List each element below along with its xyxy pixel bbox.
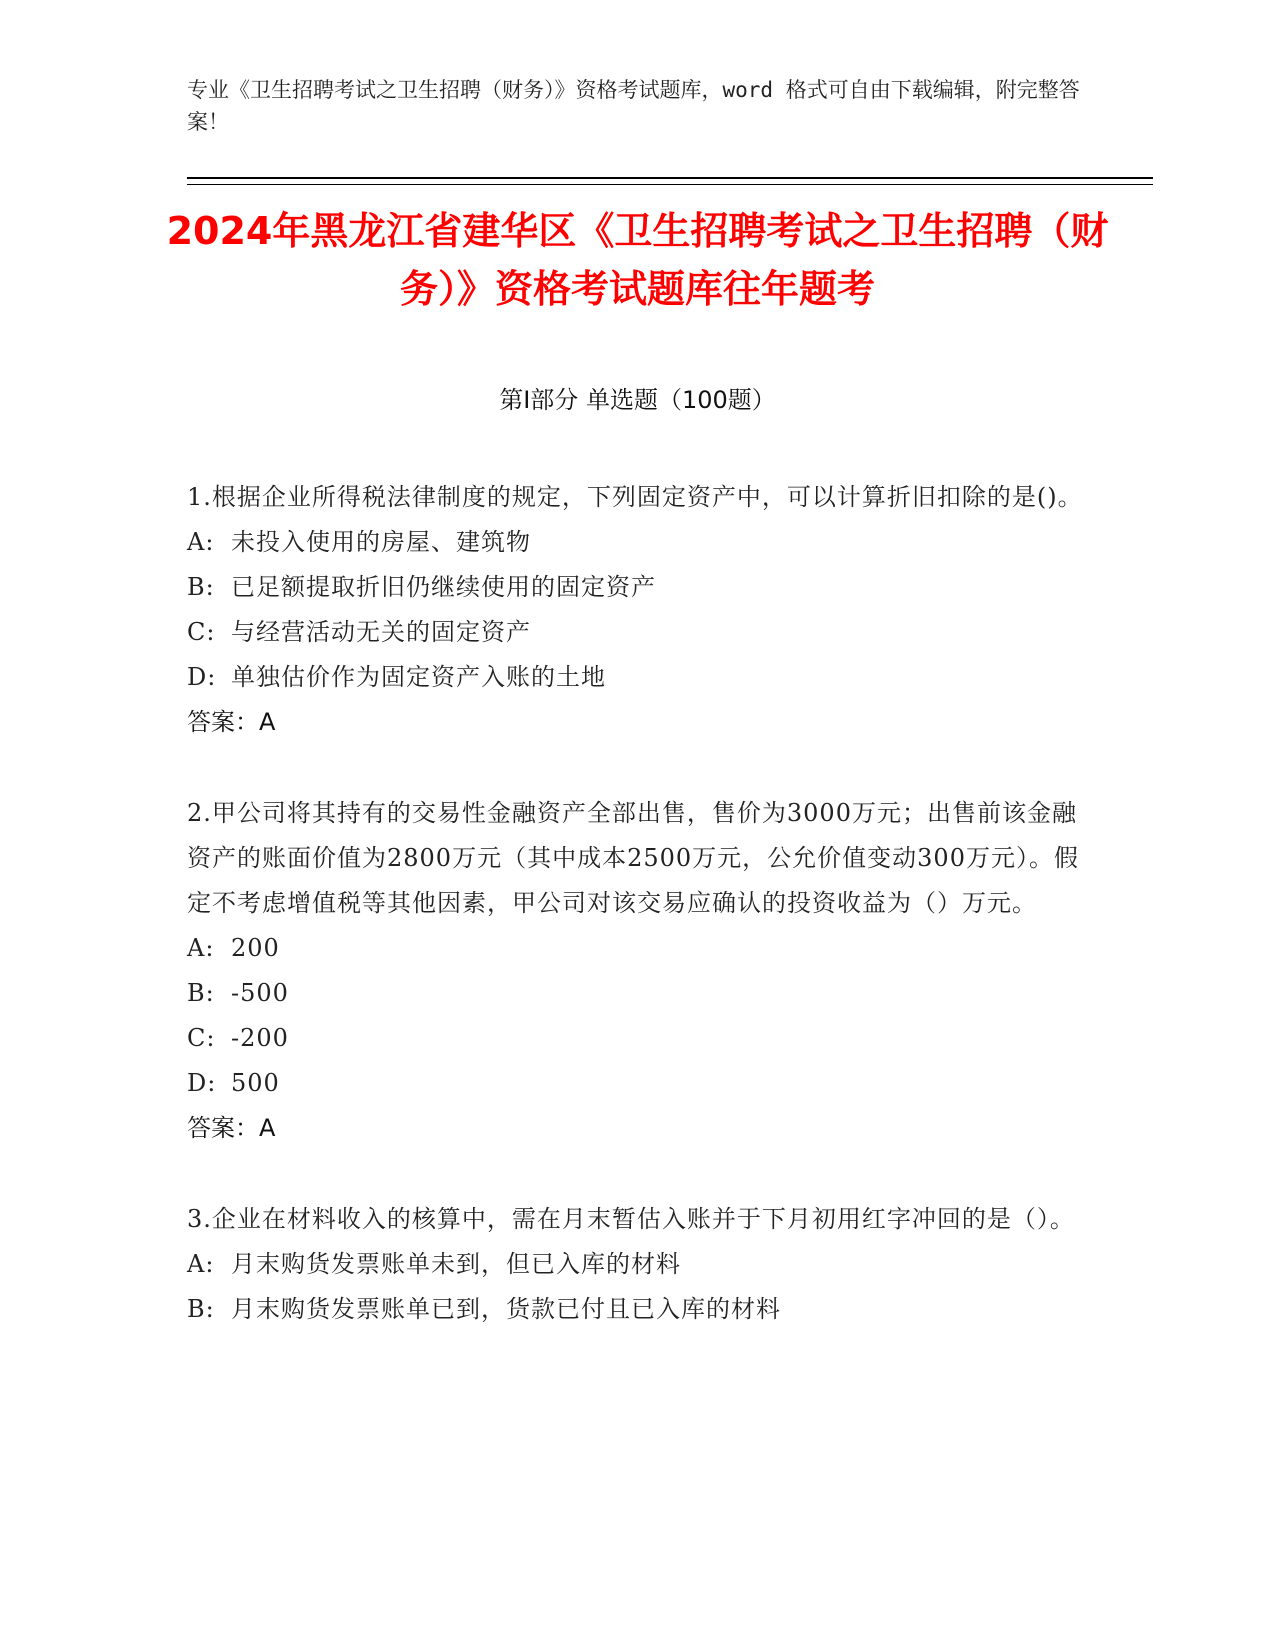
answer-line: 答案：A bbox=[187, 708, 276, 736]
question-list bbox=[187, 475, 1087, 1378]
option-b bbox=[187, 971, 1087, 1016]
header-rule-thick bbox=[187, 177, 1153, 179]
section-heading: 第Ⅰ部分 单选题（100题） bbox=[499, 386, 776, 414]
option-text: 200 bbox=[231, 934, 280, 962]
document-title: 2024年黑龙江省建华区《卫生招聘考试之卫生招聘（财务）》资格考试题库往年题考 bbox=[166, 209, 1109, 311]
question-3 bbox=[187, 1197, 1087, 1332]
option-letter: B: bbox=[187, 979, 215, 1007]
option-letter: A: bbox=[187, 528, 215, 556]
header-rule-thin bbox=[187, 184, 1153, 185]
option-text: 月末购货发票账单已到，货款已付且已入库的材料 bbox=[231, 1295, 781, 1323]
option-c bbox=[187, 1016, 1087, 1061]
option-text: 单独估价作为固定资产入账的土地 bbox=[231, 663, 606, 691]
question-stem: 3.企业在材料收入的核算中，需在月末暂估入账并于下月初用红字冲回的是（）。 bbox=[187, 1205, 1075, 1233]
question-stem: 1.根据企业所得税法律制度的规定，下列固定资产中，可以计算折旧扣除的是()。 bbox=[187, 483, 1083, 511]
option-letter: D: bbox=[187, 663, 217, 691]
option-letter: A: bbox=[187, 934, 215, 962]
option-text: 已足额提取折旧仍继续使用的固定资产 bbox=[231, 573, 656, 601]
option-d bbox=[187, 1061, 1087, 1106]
option-a bbox=[187, 520, 1087, 565]
option-letter: B: bbox=[187, 573, 215, 601]
answer-line: 答案：A bbox=[187, 1114, 276, 1142]
header-note: 专业《卫生招聘考试之卫生招聘（财务）》资格考试题库，word 格式可自由下载编辑，附完整答案！ bbox=[187, 78, 1080, 134]
option-text: 与经营活动无关的固定资产 bbox=[231, 618, 531, 646]
option-letter: C: bbox=[187, 618, 216, 646]
option-c bbox=[187, 610, 1087, 655]
option-a bbox=[187, 926, 1087, 971]
question-1 bbox=[187, 475, 1087, 745]
option-a bbox=[187, 1242, 1087, 1287]
question-2 bbox=[187, 791, 1087, 1151]
option-text: 月末购货发票账单未到，但已入库的材料 bbox=[231, 1250, 681, 1278]
option-text: 500 bbox=[231, 1069, 280, 1097]
option-letter: D: bbox=[187, 1069, 217, 1097]
option-text: -200 bbox=[231, 1024, 289, 1052]
option-b bbox=[187, 565, 1087, 610]
question-stem: 2.甲公司将其持有的交易性金融资产全部出售，售价为3000万元；出售前该金融资产的账面价值为2800万元（其中成本2500万元，公允价值变动300万元）。假定不考虑增值税等其他因素，甲公司对该交易应确认的投资收益为（）万元。 bbox=[187, 799, 1079, 917]
option-letter: A: bbox=[187, 1250, 215, 1278]
option-letter: B: bbox=[187, 1295, 215, 1323]
option-letter: C: bbox=[187, 1024, 216, 1052]
option-text: -500 bbox=[231, 979, 289, 1007]
option-b bbox=[187, 1287, 1087, 1332]
option-d bbox=[187, 655, 1087, 700]
option-text: 未投入使用的房屋、建筑物 bbox=[231, 528, 531, 556]
